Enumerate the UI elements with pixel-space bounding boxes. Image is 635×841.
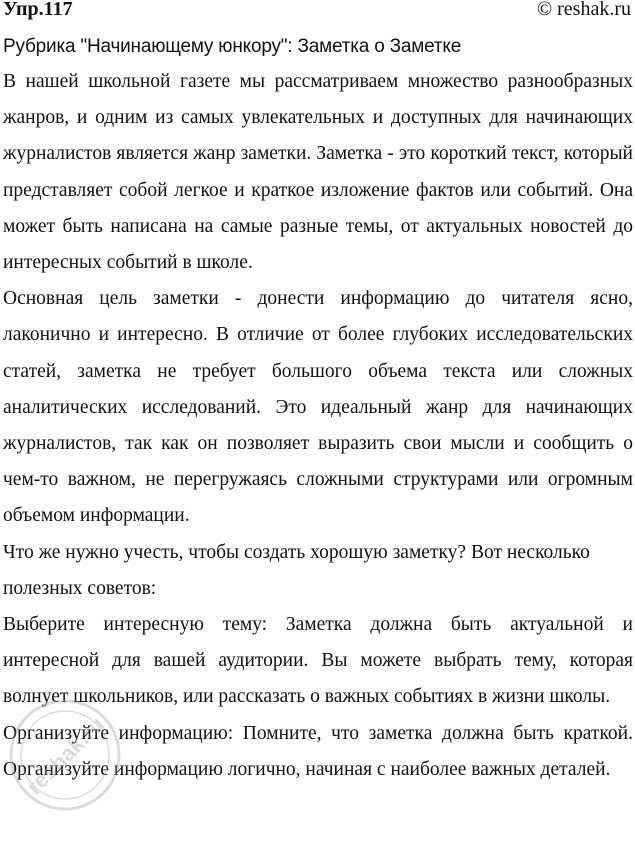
paragraph-2: Основная цель заметки - донести информацию до читателя ясно, лаконично и интересно. В отличие от более глубоких исследовательских статей, заметка не требует большого объема текста или сложных аналитических исследований. Это идеальный жанр для начинающих журналистов, так как он позволяет выразить свои мысли и сообщить о чем-то важном, не перегружаясь сложными структурами или огромным объемом информации. [3, 288, 633, 527]
watermark-text: reshak.ru [21, 711, 110, 800]
rubric-heading: Рубрика "Начинающему юнкору": Заметка о Заметке [3, 36, 462, 57]
site-copyright: © reshak.ru [536, 0, 631, 20]
article-body [3, 64, 633, 788]
paragraph-3: Что же нужно учесть, чтобы создать хорошую заметку? Вот несколько полезных советов: [3, 541, 590, 599]
paragraph-5: Организуйте информацию: Помните, что заметка должна быть краткой. Организуйте информацию логично, начиная с наиболее важных деталей. [3, 722, 633, 780]
paragraph-4: Выберите интересную тему: Заметка должна быть актуальной и интересной для вашей аудитории. Вы можете выбрать тему, которая волнует школьников, или рассказать о важных событиях в жизни школы. [3, 614, 633, 708]
paragraph-1: В нашей школьной газете мы рассматриваем множество разнообразных жанров, и одним из самых увлекательных и доступных для начинающих журналистов является жанр заметки. Заметка - это короткий текст, который представляет собой легкое и краткое изложение фактов или событий. Она может быть написана на самые разные темы, от актуальных новостей до интересных событий в школе. [3, 71, 633, 274]
exercise-title: Упр.117 [3, 0, 73, 20]
